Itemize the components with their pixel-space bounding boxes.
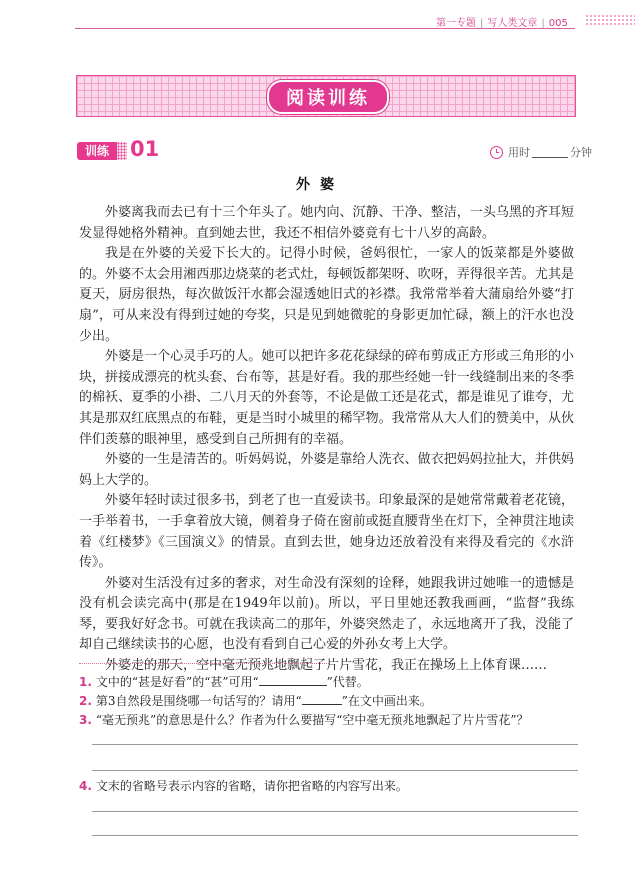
- banner-label: 阅读训练: [286, 88, 370, 109]
- paragraph: 外婆对生活没有过多的奢求，对生命没有深刻的诠释，她跟我讲过她唯一的遗憾是没有机会读完高中(那是在1949年以前)。所以，平日里她还教我画画，“监督”我练琴，要我好好念书。可就在我读高二的那年，外婆突然走了，永远地离开了我，没能了却自己继续读书的心愿，也没有看到自己心爱的外孙女考上大学。: [79, 575, 574, 653]
- question-3: [79, 711, 579, 730]
- question-text: ”代替。: [326, 675, 369, 689]
- answer-line[interactable]: [92, 811, 578, 812]
- question-text: ”在文中画出来。: [341, 694, 432, 708]
- section-banner: [76, 75, 576, 117]
- banner-pill: [267, 80, 389, 114]
- question-number: 3.: [79, 713, 92, 727]
- paragraph: 外婆年轻时读过很多书，到老了也一直爱读书。印象最深的是她常常戴着老花镜，一手举着书，一手拿着放大镜，侧着身子倚在窗前或挺直腰背坐在灯下，全神贯注地读着《红楼梦》《三国演义》的情景。直到去世，她身边还放着没有来得及看完的《水浒传》。: [79, 493, 574, 571]
- paragraph: 外婆离我而去已有十三个年头了。她内向、沉静、干净、整洁，一头乌黑的齐耳短发显得她格外精神。直到她去世，我还不相信外婆竟有七十八岁的高龄。: [79, 205, 574, 241]
- paragraph: 外婆走的那天，空中毫无预兆地飘起了片片雪花，我正在操场上上体育课……: [105, 658, 548, 674]
- time-spent: [490, 144, 592, 160]
- training-tag: 训练: [77, 142, 117, 160]
- question-text: 第3自然段是围绕哪一句话写的？请用“: [95, 694, 302, 708]
- paragraph: 外婆的一生是清苦的。听妈妈说，外婆是靠给人洗衣、做衣把妈妈拉扯大，并供妈妈上大学的。: [79, 452, 574, 488]
- questions-4: [79, 777, 579, 796]
- question-number: 4.: [79, 779, 92, 793]
- question-number: 2.: [79, 694, 92, 708]
- question-text: 文末的省略号表示内容的省略，请你把省略的内容写出来。: [95, 779, 408, 793]
- question-number: 1.: [79, 675, 92, 689]
- answer-line[interactable]: [92, 770, 578, 771]
- question-text: “毫无预兆”的意思是什么？作者为什么要描写“空中毫无预兆地飘起了片片雪花”？: [95, 713, 529, 727]
- time-blank[interactable]: [532, 147, 568, 158]
- header-category: 写人类文章: [487, 18, 538, 29]
- header-section: 第一专题: [436, 18, 476, 29]
- question-2: [79, 692, 579, 711]
- answer-line[interactable]: [92, 744, 578, 745]
- question-1: [79, 673, 579, 692]
- story-body: [79, 203, 574, 677]
- answer-line[interactable]: [92, 835, 578, 836]
- page-number: 005: [548, 18, 568, 29]
- paragraph: 外婆是一个心灵手巧的人。她可以把许多花花绿绿的碎布剪成正方形或三角形的小块，拼接成漂亮的枕头套、台布等，甚是好看。我的那些经她一针一线缝制出来的冬季的棉袄、夏季的小褂、二八月天的外套等，不论是做工还是花式，都是谁见了谁夸，尤其是那双红底黑点的布鞋，更是当时小城里的稀罕物。我常常从大人们的赞美中，从伙伴们羡慕的眼神里，感受到自己所拥有的幸福。: [79, 349, 574, 447]
- training-number: 01: [130, 137, 160, 161]
- story-title: 外婆: [296, 177, 344, 193]
- answer-blank[interactable]: [259, 674, 327, 686]
- time-prefix: 用时: [508, 146, 530, 159]
- header-dot-pattern: [585, 14, 635, 26]
- answer-blank[interactable]: [302, 693, 342, 705]
- time-suffix: 分钟: [570, 146, 592, 159]
- page-header: 第一专题 | 写人类文章 | 005: [436, 18, 568, 29]
- questions-1-3: [79, 673, 579, 730]
- training-tag-dots: [117, 142, 127, 160]
- clock-icon: [490, 146, 503, 159]
- question-text: 文中的“甚是好看”的“甚”可用“: [95, 675, 259, 689]
- section-divider: [79, 663, 329, 664]
- question-4: [79, 777, 579, 796]
- paragraph: 我是在外婆的关爱下长大的。记得小时候，爸妈很忙，一家人的饭菜都是外婆做的。外婆不太会用湘西那边烧菜的老式灶，每顿饭都架呀、吹呀，弄得很辛苦。尤其是夏天，厨房很热，每次做饭汗水都会湿透她旧式的衫襟。我常常举着大蒲扇给外婆“打扇”，可从来没有得到过她的夸奖，只是见到她微驼的身影更加忙碌，额上的汗水也没少出。: [79, 246, 574, 344]
